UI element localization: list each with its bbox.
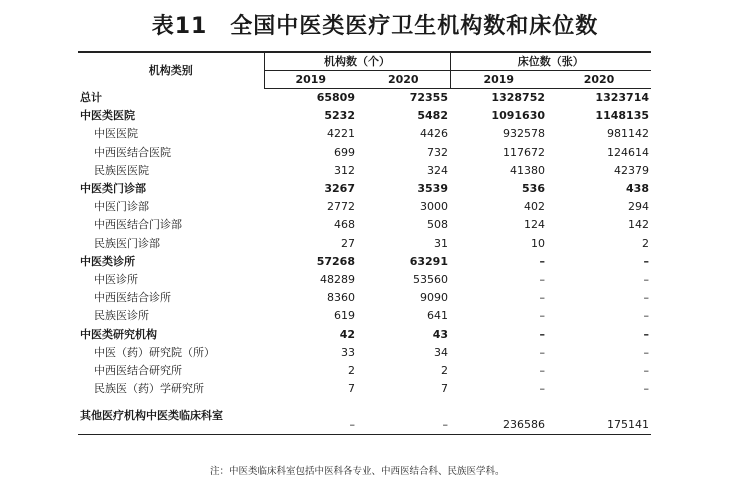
- table-row: [78, 107, 651, 125]
- cell-value: 324: [427, 163, 448, 177]
- cell-value: –: [643, 254, 649, 268]
- cell-value: 9090: [420, 291, 448, 305]
- cell-value: –: [539, 327, 545, 341]
- cell-value: 5232: [324, 109, 355, 123]
- page-title: 表11 全国中医类医疗卫生机构数和床位数: [151, 14, 599, 39]
- data-table: [78, 51, 651, 435]
- cell-value: 732: [427, 145, 448, 159]
- cell-value: 7: [348, 382, 355, 396]
- row-label: 中医类研究机构: [80, 327, 157, 341]
- table-row: [78, 198, 651, 216]
- row-label: 民族医诊所: [94, 309, 149, 323]
- cell-value: 41380: [510, 163, 545, 177]
- cell-value: 43: [432, 327, 448, 341]
- cell-value: 2: [348, 364, 355, 378]
- cell-value: 42379: [614, 163, 649, 177]
- cell-value: 175141: [547, 398, 651, 435]
- cell-value: –: [643, 291, 649, 305]
- cell-value: 312: [334, 163, 355, 177]
- cell-value: 641: [427, 309, 448, 323]
- table-row: [78, 180, 651, 198]
- table-row: [78, 289, 651, 307]
- cell-value: –: [264, 398, 357, 435]
- cell-value: –: [539, 345, 545, 359]
- table-row: [78, 162, 651, 180]
- table-row: [78, 89, 651, 108]
- table-row: [78, 398, 651, 435]
- cell-value: 438: [626, 182, 649, 196]
- cell-value: 294: [628, 200, 649, 214]
- table-row: [78, 235, 651, 253]
- cell-value: 8360: [327, 291, 355, 305]
- cell-value: 42: [339, 327, 355, 341]
- cell-value: –: [539, 273, 545, 287]
- table-row: [78, 307, 651, 325]
- cell-value: 33: [341, 345, 355, 359]
- cell-value: 2: [441, 364, 448, 378]
- cell-value: 4426: [420, 127, 448, 141]
- cell-value: –: [539, 254, 545, 268]
- cell-value: –: [643, 345, 649, 359]
- cell-value: 72355: [409, 91, 448, 104]
- cell-value: –: [643, 364, 649, 378]
- cell-value: –: [643, 309, 649, 323]
- cell-value: 3000: [420, 200, 448, 214]
- table-row: [78, 253, 651, 271]
- table-row: [78, 144, 651, 162]
- footnote: 注：中医类临床科室包括中医科各专业、中西医结合科、民族医学科。: [210, 466, 505, 477]
- table-row: [78, 326, 651, 344]
- year-header: 2019: [264, 71, 357, 89]
- cell-value: 3539: [417, 182, 448, 196]
- row-label: 中医门诊部: [94, 200, 149, 214]
- row-label: 其他医疗机构中医类临床科室: [78, 398, 264, 435]
- bed-count-header: 床位数（张）: [450, 52, 651, 71]
- row-label: 中医医院: [94, 127, 138, 141]
- cell-value: 117672: [503, 145, 545, 159]
- cell-value: 2: [642, 236, 649, 250]
- cell-value: 468: [334, 218, 355, 232]
- row-label: 民族医医院: [94, 163, 149, 177]
- cell-value: 124614: [607, 145, 649, 159]
- row-label: 中医（药）研究院（所）: [94, 345, 215, 359]
- table-row: [78, 216, 651, 234]
- table-body: [78, 89, 651, 435]
- cell-value: 699: [334, 145, 355, 159]
- cell-value: 5482: [417, 109, 448, 123]
- cell-value: 536: [522, 182, 545, 196]
- cell-value: 508: [427, 218, 448, 232]
- row-label: 总计: [80, 90, 102, 104]
- cell-value: 981142: [607, 127, 649, 141]
- cell-value: 34: [434, 345, 448, 359]
- table-row: [78, 380, 651, 398]
- row-label: 中医类诊所: [80, 254, 135, 268]
- cell-value: 619: [334, 309, 355, 323]
- cell-value: 124: [524, 218, 545, 232]
- table-row: [78, 362, 651, 380]
- row-label: 中医类门诊部: [80, 182, 146, 196]
- cell-value: –: [357, 398, 450, 435]
- row-label: 民族医（药）学研究所: [94, 382, 204, 396]
- cell-value: 1323714: [595, 91, 649, 104]
- cell-value: 142: [628, 218, 649, 232]
- cell-value: 48289: [320, 273, 355, 287]
- cell-value: 1148135: [595, 109, 649, 123]
- table-row: [78, 344, 651, 362]
- cell-value: 2772: [327, 200, 355, 214]
- cell-value: 4221: [327, 127, 355, 141]
- cell-value: –: [539, 382, 545, 396]
- row-label: 中西医结合诊所: [94, 291, 171, 305]
- row-label-header: 机构类别: [78, 52, 264, 89]
- year-header: 2019: [450, 71, 547, 89]
- row-label: 民族医门诊部: [94, 236, 160, 250]
- table-row: [78, 271, 651, 289]
- cell-value: –: [539, 291, 545, 305]
- cell-value: 236586: [450, 398, 547, 435]
- cell-value: 57268: [316, 254, 355, 268]
- cell-value: –: [539, 309, 545, 323]
- cell-value: –: [539, 364, 545, 378]
- cell-value: 402: [524, 200, 545, 214]
- cell-value: 1328752: [491, 91, 545, 104]
- cell-value: 53560: [413, 273, 448, 287]
- cell-value: 1091630: [491, 109, 545, 123]
- cell-value: 65809: [316, 91, 355, 104]
- row-label: 中医类医院: [80, 109, 135, 123]
- year-header: 2020: [547, 71, 651, 89]
- cell-value: 10: [531, 236, 545, 250]
- institution-count-header: 机构数（个）: [264, 52, 450, 71]
- row-label: 中西医结合研究所: [94, 364, 182, 378]
- cell-value: 7: [441, 382, 448, 396]
- row-label: 中西医结合门诊部: [94, 218, 182, 232]
- cell-value: 31: [434, 236, 448, 250]
- cell-value: 63291: [409, 254, 448, 268]
- cell-value: –: [643, 327, 649, 341]
- cell-value: –: [643, 273, 649, 287]
- table-row: [78, 125, 651, 143]
- cell-value: 932578: [503, 127, 545, 141]
- row-label: 中医诊所: [94, 273, 138, 287]
- row-label: 中西医结合医院: [94, 145, 171, 159]
- cell-value: –: [643, 382, 649, 396]
- cell-value: 27: [341, 236, 355, 250]
- year-header: 2020: [357, 71, 450, 89]
- cell-value: 3267: [324, 182, 355, 196]
